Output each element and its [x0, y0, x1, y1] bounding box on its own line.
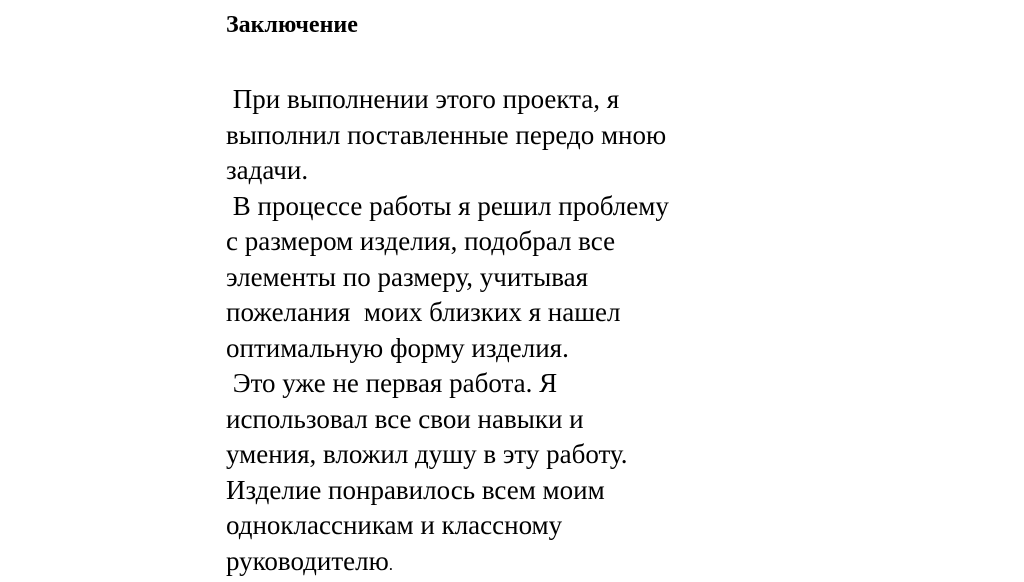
text-line: задачи.: [226, 153, 746, 189]
text-line: оптимальную форму изделия.: [226, 331, 746, 367]
text-line: пожелания моих близких я нашел: [226, 295, 746, 331]
text-line: элементы по размеру, учитывая: [226, 260, 746, 296]
text-line: Это уже не первая работа. Я: [226, 366, 746, 402]
text-line: Изделие понравилось всем моим: [226, 473, 746, 509]
text-line: с размером изделия, подобрал все: [226, 224, 746, 260]
slide-title: Заключение: [226, 10, 358, 40]
conclusion-text: [226, 82, 746, 582]
last-line-period: .: [389, 555, 393, 574]
text-line: использовал все свои навыки и: [226, 402, 746, 438]
text-line: умения, вложил душу в эту работу.: [226, 437, 746, 473]
text-line: В процессе работы я решил проблему: [226, 189, 746, 225]
text-line: выполнил поставленные передо мною: [226, 118, 746, 154]
text-line: одноклассникам и классному: [226, 508, 746, 544]
last-line-text: руководителю: [226, 546, 389, 576]
text-line: При выполнении этого проекта, я: [226, 82, 746, 118]
text-line-last: [226, 544, 746, 582]
